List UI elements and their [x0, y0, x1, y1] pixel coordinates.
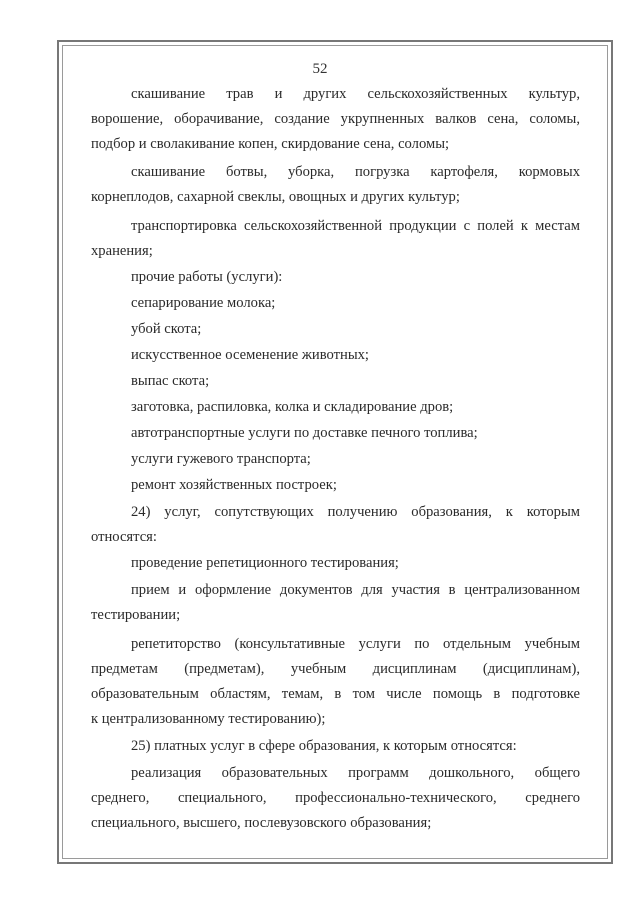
text-line: корнеплодов, сахарной свеклы, овощных и других культур; [91, 189, 460, 205]
text-line: искусственное осеменение животных; [131, 347, 369, 363]
text-line: скашивание трав и других сельскохозяйственных культур, [131, 86, 580, 102]
text-line: транспортировка сельскохозяйственной продукции с полей к местам [131, 218, 580, 234]
list-item [91, 473, 580, 498]
list-item [91, 421, 580, 446]
text-line: к централизованному тестированию); [91, 711, 326, 727]
paragraph-mowing [91, 82, 580, 157]
text-line: относятся: [91, 529, 157, 545]
text-line: проведение репетиционного тестирования; [131, 555, 399, 571]
text-line: прием и оформление документов для участия в централизованном [131, 582, 580, 598]
paragraph-tutoring [91, 632, 580, 732]
page-number: 52 [312, 61, 328, 77]
list-item [91, 395, 580, 420]
text-line: ремонт хозяйственных построек; [131, 477, 337, 493]
text-line: 25) платных услуг в сфере образования, к которым относятся: [131, 738, 517, 754]
text-line: прочие работы (услуги): [131, 269, 283, 285]
text-line: автотранспортные услуги по доставке печного топлива; [131, 425, 478, 441]
text-line: подбор и сволакивание копен, скирдование сена, соломы; [91, 136, 450, 152]
text-line: среднего, специального, профессионально-технического, среднего [91, 790, 580, 806]
text-line: выпас скота; [131, 373, 210, 389]
text-line: предметам (предметам), учебным дисциплинам (дисциплинам), [91, 661, 580, 677]
text-line: образовательным областям, темам, в том числе помощь в подготовке [91, 686, 580, 702]
text-line: тестировании; [91, 607, 181, 623]
text-line: услуги гужевого транспорта; [131, 451, 311, 467]
text-line: репетиторство (консультативные услуги по отдельным учебным [131, 636, 580, 652]
text-line: 24) услуг, сопутствующих получению образования, к которым [131, 504, 580, 520]
paragraph-education-programs [91, 761, 580, 836]
text-line: сепарирование молока; [131, 295, 276, 311]
text-line: реализация образовательных программ дошкольного, общего [131, 765, 580, 781]
text-line: специального, высшего, послевузовского образования; [91, 815, 432, 831]
list-item [91, 369, 580, 394]
text-line: скашивание ботвы, уборка, погрузка картофеля, кормовых [131, 164, 580, 180]
paragraph-item-25 [91, 734, 580, 759]
paragraph-item-24 [91, 500, 580, 550]
paragraph-transport [91, 214, 580, 264]
list-item [91, 317, 580, 342]
list-item [91, 291, 580, 316]
paragraph-harvesting [91, 160, 580, 210]
paragraph-other-works [91, 265, 580, 290]
text-line: заготовка, распиловка, колка и складирование дров; [131, 399, 454, 415]
text-line: ворошение, оборачивание, создание укрупненных валков сена, соломы, [91, 111, 580, 127]
list-item [91, 578, 580, 628]
text-line: хранения; [91, 243, 153, 259]
list-item [91, 551, 580, 576]
text-line: убой скота; [131, 321, 202, 337]
list-item [91, 343, 580, 368]
list-item [91, 447, 580, 472]
